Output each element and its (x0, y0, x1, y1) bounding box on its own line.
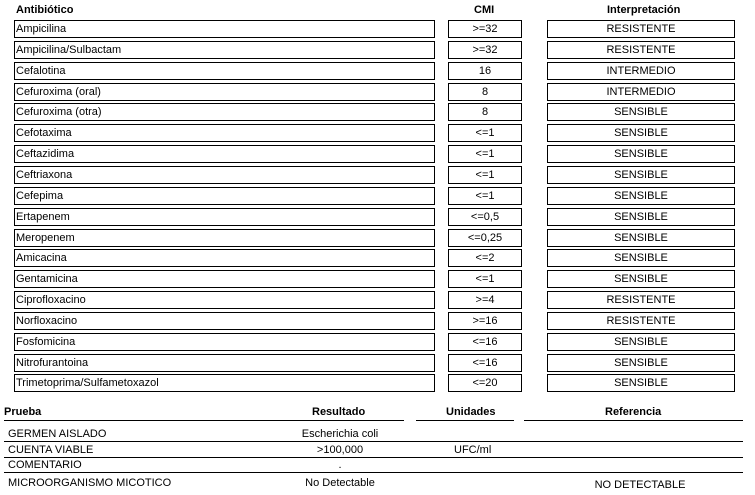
test-name: GERMEN AISLADO (8, 428, 107, 440)
cmi-value: >=4 (448, 291, 522, 309)
cmi-value: <=16 (448, 333, 522, 351)
antibiotic-name: Gentamicina (14, 270, 435, 288)
antibiotic-row (0, 166, 755, 184)
header-divider-units (416, 420, 514, 421)
antibiotic-name: Ciprofloxacino (14, 291, 435, 309)
interpretation-value: SENSIBLE (547, 270, 735, 288)
antibiotic-column-header: Antibiótico (16, 4, 74, 16)
test-units: UFC/ml (454, 444, 492, 456)
interpretation-value: SENSIBLE (547, 208, 735, 226)
test-reference: NO DETECTABLE (594, 479, 686, 491)
cmi-value: 8 (448, 83, 522, 101)
antibiotic-name: Cefuroxima (otra) (14, 103, 435, 121)
antibiotic-row (0, 208, 755, 226)
reference-column-header: Referencia (605, 406, 662, 418)
antibiotic-name: Norfloxacino (14, 312, 435, 330)
antibiotic-name: Trimetoprima/Sulfametoxazol (14, 374, 435, 392)
cmi-column-header: CMI (474, 4, 495, 16)
cmi-value: <=1 (448, 145, 522, 163)
antibiotic-row (0, 20, 755, 38)
antibiotic-row (0, 354, 755, 372)
interpretation-value: SENSIBLE (547, 374, 735, 392)
antibiotic-name: Meropenem (14, 229, 435, 247)
cmi-value: <=1 (448, 270, 522, 288)
result-row (0, 444, 755, 460)
interpretation-column-header: Interpretación (607, 4, 681, 16)
antibiotic-name: Ertapenem (14, 208, 435, 226)
interpretation-value: RESISTENTE (547, 312, 735, 330)
interpretation-value: SENSIBLE (547, 354, 735, 372)
interpretation-value: SENSIBLE (547, 229, 735, 247)
antibiotic-name: Ceftriaxona (14, 166, 435, 184)
interpretation-value: SENSIBLE (547, 124, 735, 142)
interpretation-value: SENSIBLE (547, 145, 735, 163)
antibiotic-name: Fosfomicina (14, 333, 435, 351)
result-column-header: Resultado (312, 406, 366, 418)
antibiotic-name: Amicacina (14, 249, 435, 267)
cmi-value: >=32 (448, 20, 522, 38)
units-column-header: Unidades (446, 406, 496, 418)
test-column-header: Prueba (4, 406, 42, 418)
row-divider (4, 472, 743, 473)
row-divider (4, 457, 743, 458)
row-divider (4, 441, 743, 442)
cmi-value: 16 (448, 62, 522, 80)
antibiotic-row (0, 291, 755, 309)
test-name: MICROORGANISMO MICOTICO (8, 477, 172, 489)
antibiotic-row (0, 103, 755, 121)
antibiotic-row (0, 62, 755, 80)
antibiotic-row (0, 333, 755, 351)
cmi-value: >=16 (448, 312, 522, 330)
test-name: CUENTA VIABLE (8, 444, 94, 456)
header-divider-reference (524, 420, 743, 421)
interpretation-value: SENSIBLE (547, 187, 735, 205)
cmi-value: <=1 (448, 124, 522, 142)
antibiotic-row (0, 41, 755, 59)
cmi-value: <=2 (448, 249, 522, 267)
antibiotic-name: Cefepima (14, 187, 435, 205)
antibiotic-row (0, 187, 755, 205)
test-name: COMENTARIO (8, 459, 82, 471)
header-divider-test (4, 420, 404, 421)
antibiotic-row (0, 270, 755, 288)
antibiotic-row (0, 83, 755, 101)
antibiotic-name: Nitrofurantoina (14, 354, 435, 372)
cmi-value: <=16 (448, 354, 522, 372)
result-row (0, 459, 755, 475)
interpretation-value: SENSIBLE (547, 166, 735, 184)
cmi-value: 8 (448, 103, 522, 121)
antibiotic-name: Ceftazidima (14, 145, 435, 163)
antibiotic-name: Cefalotina (14, 62, 435, 80)
cmi-value: <=1 (448, 187, 522, 205)
antibiotic-row (0, 374, 755, 392)
antibiotic-name: Ampicilina/Sulbactam (14, 41, 435, 59)
test-result: Escherichia coli (301, 428, 379, 440)
interpretation-value: SENSIBLE (547, 333, 735, 351)
interpretation-value: RESISTENTE (547, 291, 735, 309)
cmi-value: >=32 (448, 41, 522, 59)
antibiotic-name: Cefotaxima (14, 124, 435, 142)
test-result: No Detectable (305, 477, 375, 489)
interpretation-value: RESISTENTE (547, 41, 735, 59)
antibiotic-row (0, 229, 755, 247)
interpretation-value: INTERMEDIO (547, 62, 735, 80)
test-result: >100,000 (316, 444, 364, 456)
cmi-value: <=1 (448, 166, 522, 184)
interpretation-value: SENSIBLE (547, 249, 735, 267)
result-row (0, 428, 755, 444)
result-row (0, 477, 755, 493)
interpretation-value: SENSIBLE (547, 103, 735, 121)
antibiotic-row (0, 124, 755, 142)
cmi-value: <=20 (448, 374, 522, 392)
cmi-value: <=0,25 (448, 229, 522, 247)
antibiotic-name: Ampicilina (14, 20, 435, 38)
interpretation-value: RESISTENTE (547, 20, 735, 38)
antibiotic-row (0, 249, 755, 267)
test-result: . (338, 459, 342, 471)
antibiotic-row (0, 145, 755, 163)
cmi-value: <=0,5 (448, 208, 522, 226)
antibiotic-name: Cefuroxima (oral) (14, 83, 435, 101)
antibiotic-row (0, 312, 755, 330)
interpretation-value: INTERMEDIO (547, 83, 735, 101)
